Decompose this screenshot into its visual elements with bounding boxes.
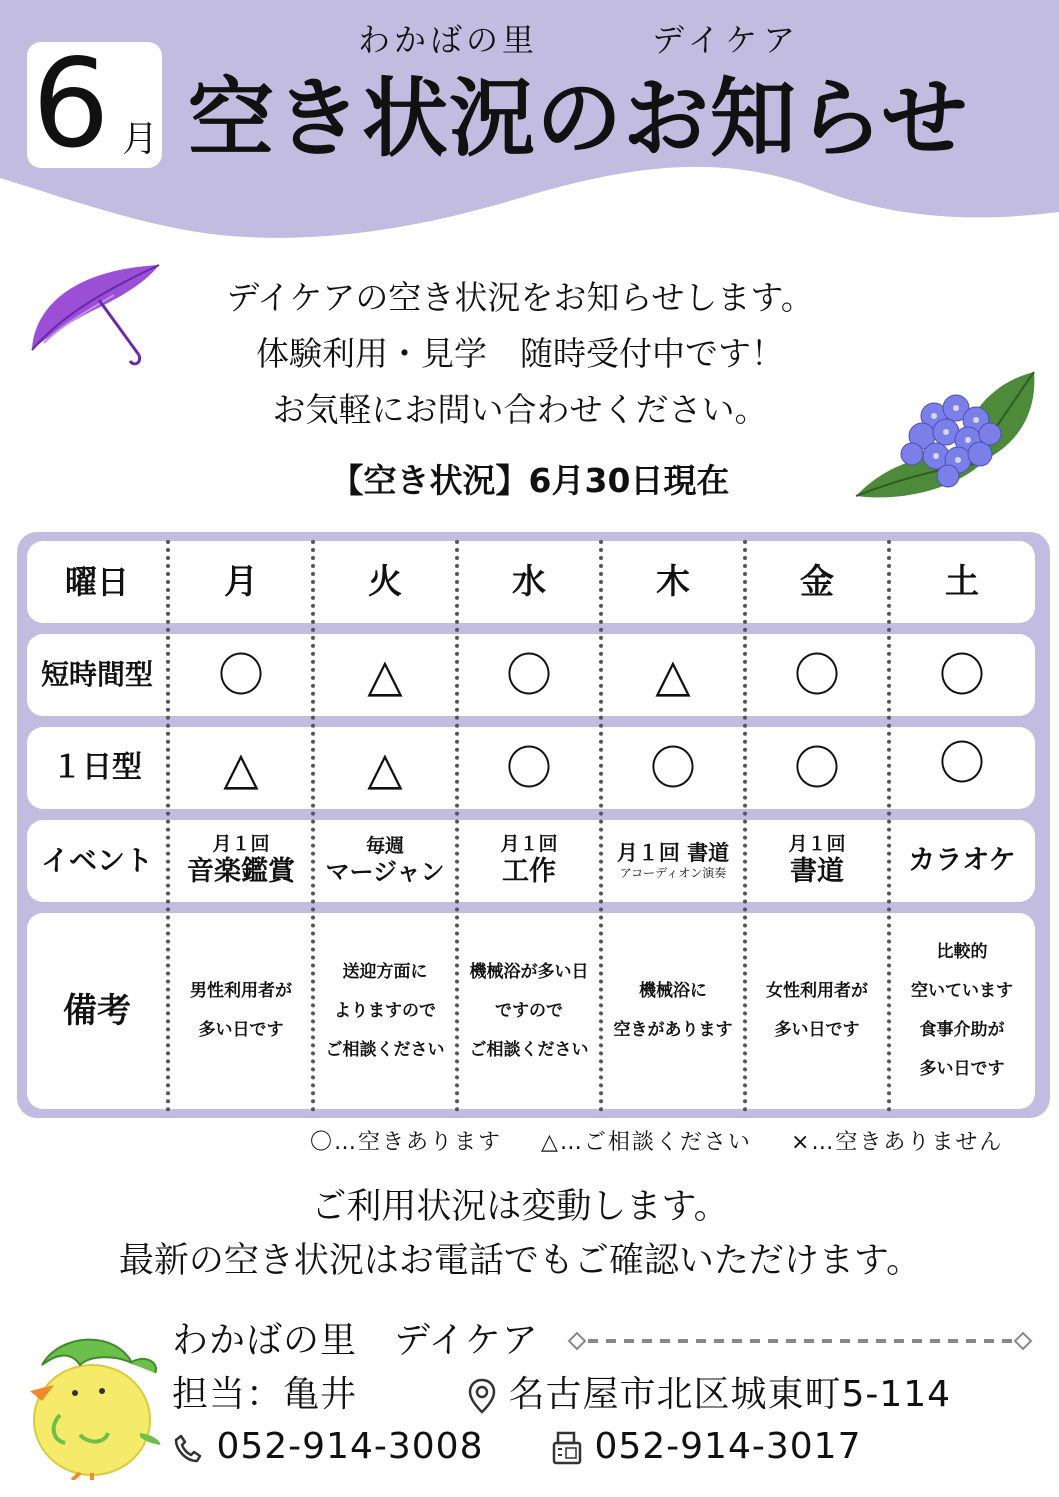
event-thu <box>601 820 745 902</box>
intro-text <box>150 270 890 438</box>
note-line: 機械浴に <box>639 981 707 1001</box>
umbrella-illustration <box>24 255 169 370</box>
footer-org-name: わかばの里 デイケア <box>172 1320 539 1361</box>
event-mon <box>169 820 313 902</box>
fullday-sat-mark: 〇 <box>939 736 985 790</box>
event-title: 工作 <box>502 856 556 888</box>
row-label-fullday: １日型 <box>52 750 142 785</box>
note-line: 女性利用者が <box>766 981 868 1001</box>
note-line: 多い日です <box>919 1059 1005 1079</box>
mascot-bird <box>20 1325 170 1480</box>
fullday-tue-mark: △ <box>367 741 403 795</box>
event-frequency: 月１回 <box>500 833 558 856</box>
note-line: 食事介助が <box>919 1020 1005 1040</box>
footer-staff: 担当：亀井 <box>172 1374 358 1415</box>
short-tue-mark: △ <box>367 648 403 702</box>
event-title: 書道 <box>790 856 844 888</box>
row-label-event: イベント <box>40 844 153 878</box>
event-title: カラオケ <box>908 844 1016 876</box>
facility-name: わかばの里 <box>358 21 539 59</box>
note-line: 多い日です <box>198 1020 284 1040</box>
event-frequency: 月１回 <box>788 833 846 856</box>
event-tue <box>313 820 457 902</box>
day-sat: 土 <box>945 561 979 602</box>
footer-phone[interactable]: 052-914-3008 <box>216 1426 484 1467</box>
legend-full: ×…空きありません <box>790 1130 1004 1155</box>
note-line: 男性利用者が <box>190 981 292 1001</box>
event-wed <box>457 820 601 902</box>
event-frequency: 月１回 書道 <box>616 841 730 866</box>
note-line: ご相談ください <box>325 1039 445 1060</box>
note-wed <box>457 913 601 1109</box>
page-title: 空き状況のお知らせ <box>188 69 969 169</box>
day-wed: 水 <box>512 561 546 602</box>
status-date-heading: 【空き状況】6月30日現在 <box>330 461 730 500</box>
intro-line-2: 体験利用・見学 随時受付中です！ <box>256 334 784 373</box>
note-line: 比較的 <box>936 942 988 962</box>
note-line: 多い日です <box>774 1020 860 1040</box>
service-name: デイケア <box>652 21 802 59</box>
day-thu: 木 <box>656 561 690 602</box>
fullday-fri-mark: 〇 <box>794 741 840 795</box>
legend-consult: △…ご相談ください <box>541 1130 752 1155</box>
day-mon: 月 <box>224 561 258 602</box>
event-frequency: 月１回 <box>212 833 270 856</box>
short-wed-mark: 〇 <box>506 648 552 702</box>
legend <box>310 1128 1033 1158</box>
day-fri: 金 <box>800 561 834 602</box>
decorative-dash-line <box>566 1330 1036 1352</box>
note-line: 送迎方面に <box>342 961 428 982</box>
footer-phone-block[interactable] <box>172 1424 483 1470</box>
notice-line-1: ご利用状況は変動します。 <box>311 1187 729 1227</box>
note-tue <box>313 913 457 1109</box>
fax-icon <box>552 1431 582 1465</box>
row-label-short: 短時間型 <box>40 658 153 692</box>
short-fri-mark: 〇 <box>794 648 840 702</box>
month-unit: 月 <box>122 119 159 160</box>
month-number: 6 <box>32 33 110 175</box>
note-fri <box>745 913 889 1109</box>
row-label-notes: 備考 <box>63 990 131 1031</box>
intro-line-3: お気軽にお問い合わせください。 <box>272 390 768 429</box>
event-sat <box>889 820 1035 902</box>
row-label-days: 曜日 <box>64 562 129 601</box>
short-mon-mark: 〇 <box>218 648 264 702</box>
note-line: ですので <box>495 1000 563 1021</box>
note-sat <box>889 913 1035 1109</box>
note-thu <box>601 913 745 1109</box>
footer-fax: 052-914-3017 <box>594 1426 862 1467</box>
intro-line-1: デイケアの空き状況をお知らせします。 <box>226 278 814 317</box>
short-sat-mark: 〇 <box>939 648 985 702</box>
note-line: 空いています <box>911 981 1013 1001</box>
hydrangea-illustration <box>852 368 1037 504</box>
event-fri <box>745 820 889 902</box>
note-line: ご相談ください <box>469 1039 589 1060</box>
footer-fax-block <box>552 1424 861 1470</box>
day-tue: 火 <box>368 561 402 602</box>
note-line: 機械浴が多い日 <box>469 961 589 982</box>
legend-available: 〇…空きあります <box>310 1130 503 1155</box>
fullday-thu-mark: 〇 <box>650 741 696 795</box>
note-mon <box>169 913 313 1109</box>
short-thu-mark: △ <box>655 648 691 702</box>
event-subtitle: アコーディオン演奏 <box>619 866 727 881</box>
event-title: マージャン <box>325 858 445 886</box>
fullday-mon-mark: △ <box>223 741 259 795</box>
event-title: 音楽鑑賞 <box>187 856 295 888</box>
notice-line-2: 最新の空き状況はお電話でもご確認いただけます。 <box>118 1241 922 1281</box>
fullday-wed-mark: 〇 <box>506 741 552 795</box>
footer-address-block <box>468 1372 951 1418</box>
note-line: 空きがあります <box>613 1020 733 1040</box>
phone-icon <box>172 1432 204 1464</box>
event-frequency: 毎週 <box>365 835 404 858</box>
footer-address: 名古屋市北区城東町5-114 <box>508 1374 952 1415</box>
location-pin-icon <box>468 1378 496 1414</box>
note-line: よりますので <box>334 1000 436 1021</box>
